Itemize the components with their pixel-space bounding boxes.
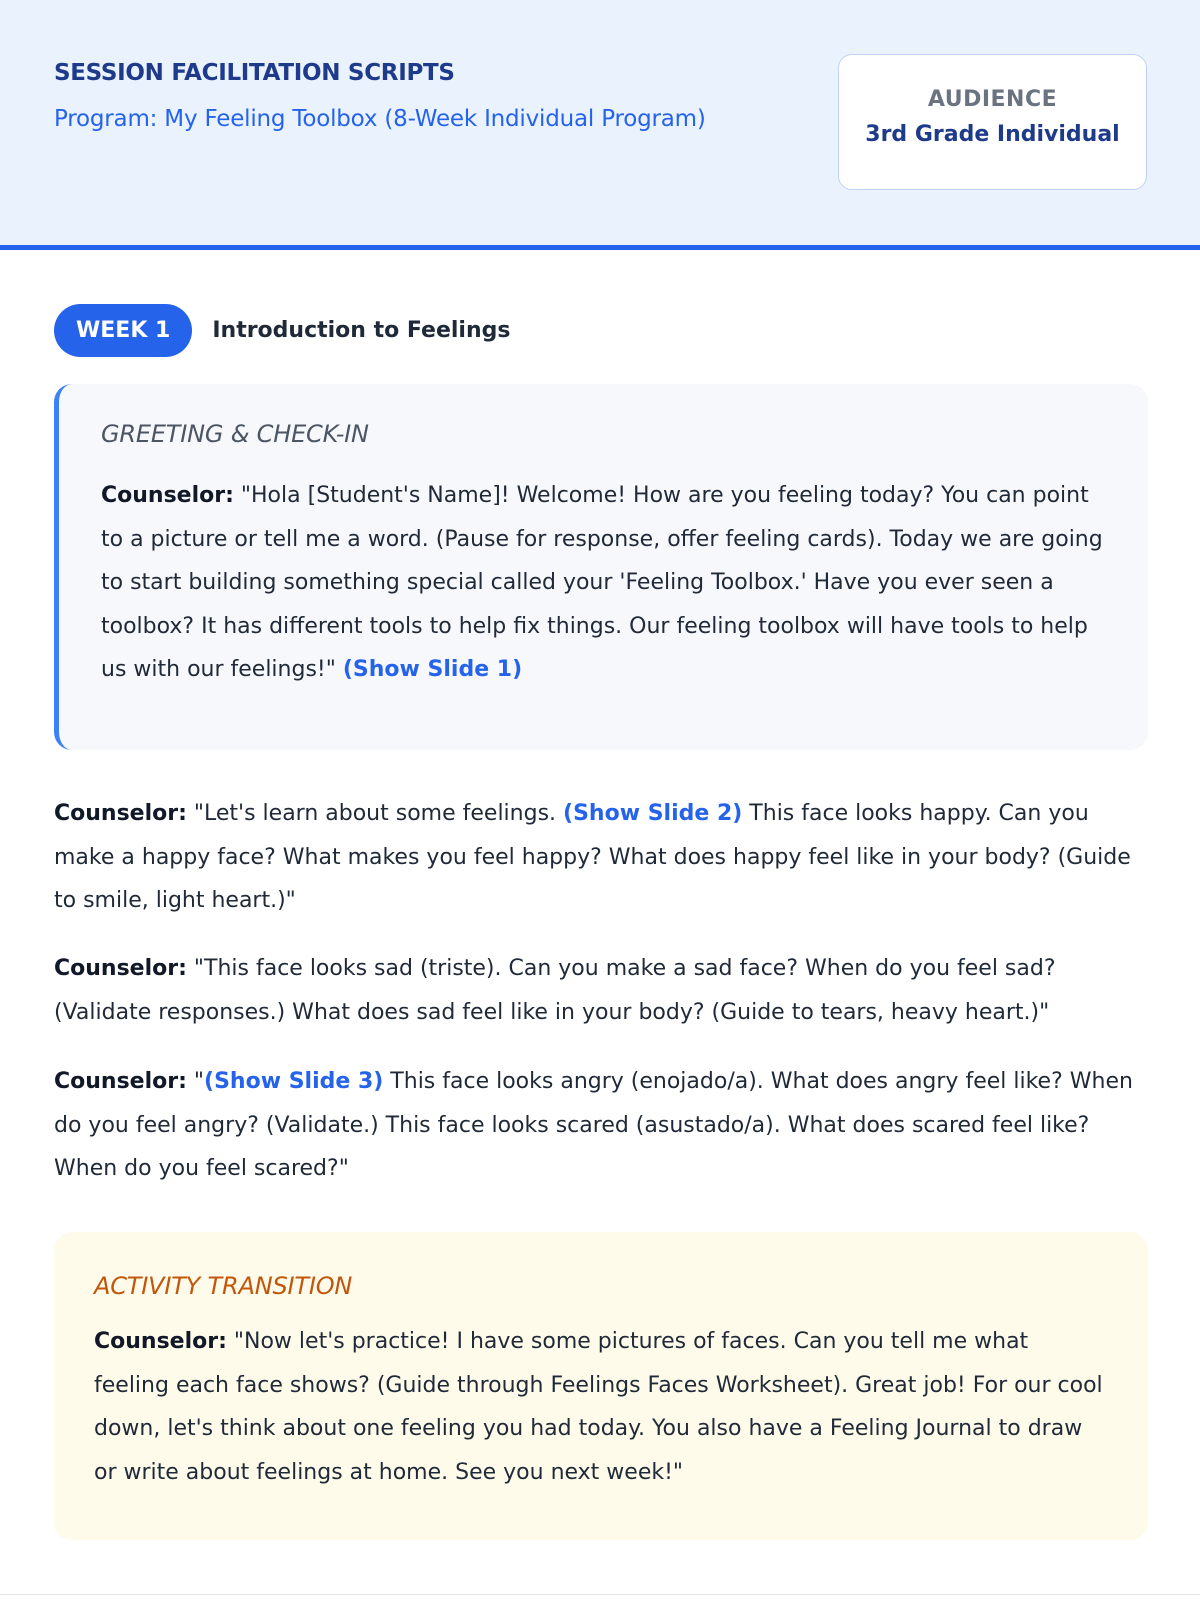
footer-divider bbox=[0, 1594, 1200, 1595]
greeting-script bbox=[101, 474, 1104, 692]
header bbox=[0, 0, 1200, 250]
activity-card bbox=[54, 1232, 1148, 1540]
script-text: "Now let's practice! I have some pictures of faces. Can you tell me what feeling each face shows? (Guide through Feelings Faces Worksheet). Great job! For our cool down, let's think about one feeling you had today. You also have a Feeling Journal to draw or write about feelings at home. See you next week!" bbox=[94, 1329, 1103, 1485]
week-badge: WEEK 1 bbox=[54, 304, 192, 357]
activity-heading: ACTIVITY TRANSITION bbox=[94, 1272, 353, 1300]
audience-value: 3rd Grade Individual bbox=[865, 122, 1120, 147]
program-subtitle: Program: My Feeling Toolbox (8-Week Individual Program) bbox=[54, 106, 706, 132]
slide-reference: (Show Slide 2) bbox=[563, 801, 743, 826]
slide-reference: (Show Slide 3) bbox=[204, 1069, 384, 1094]
script-paragraph-sad bbox=[54, 947, 1154, 1034]
speaker-label: Counselor: bbox=[54, 1069, 187, 1094]
speaker-label: Counselor: bbox=[94, 1329, 227, 1354]
slide-reference: (Show Slide 1) bbox=[342, 657, 523, 682]
speaker-label: Counselor: bbox=[54, 956, 187, 981]
script-paragraph-angry-scared bbox=[54, 1060, 1154, 1191]
script-text: "Let's learn about some feelings. bbox=[186, 801, 564, 826]
week-header bbox=[54, 304, 510, 357]
week-topic: Introduction to Feelings bbox=[212, 318, 511, 343]
audience-card bbox=[838, 54, 1147, 190]
activity-script bbox=[94, 1320, 1104, 1494]
greeting-card bbox=[54, 384, 1148, 750]
speaker-label: Counselor: bbox=[101, 483, 234, 508]
script-text: "Hola [Student's Name]! Welcome! How are you feeling today? You can point to a picture or tell me a word. (Pause for response, offer feeling cards). Today we are going to start building something special called your 'Feeling Toolbox.' Have you ever seen a toolbox? It has different tools to help fix things. Our feeling toolbox will have tools to help us with our feelings!" bbox=[101, 483, 1103, 682]
speaker-label: Counselor: bbox=[54, 801, 187, 826]
script-text: This face looks angry (enojado/a). What does angry feel like? When do you feel angry? (Validate.) This face looks scared (asustado/a). What does scared feel like? When do you feel scared?" bbox=[54, 1069, 1133, 1181]
script-paragraph-happy bbox=[54, 792, 1154, 923]
audience-label: AUDIENCE bbox=[927, 87, 1058, 112]
script-text: "This face looks sad (triste). Can you make a sad face? When do you feel sad? (Validate responses.) What does sad feel like in your body? (Guide to tears, heavy heart.)" bbox=[54, 956, 1056, 1025]
script-text: This face looks happy. Can you make a happy face? What makes you feel happy? What does happy feel like in your body? (Guide to smile, light heart.)" bbox=[54, 801, 1131, 913]
greeting-heading: GREETING & CHECK-IN bbox=[101, 420, 369, 448]
script-text: " bbox=[186, 1069, 205, 1094]
page-title: SESSION FACILITATION SCRIPTS bbox=[54, 60, 455, 86]
